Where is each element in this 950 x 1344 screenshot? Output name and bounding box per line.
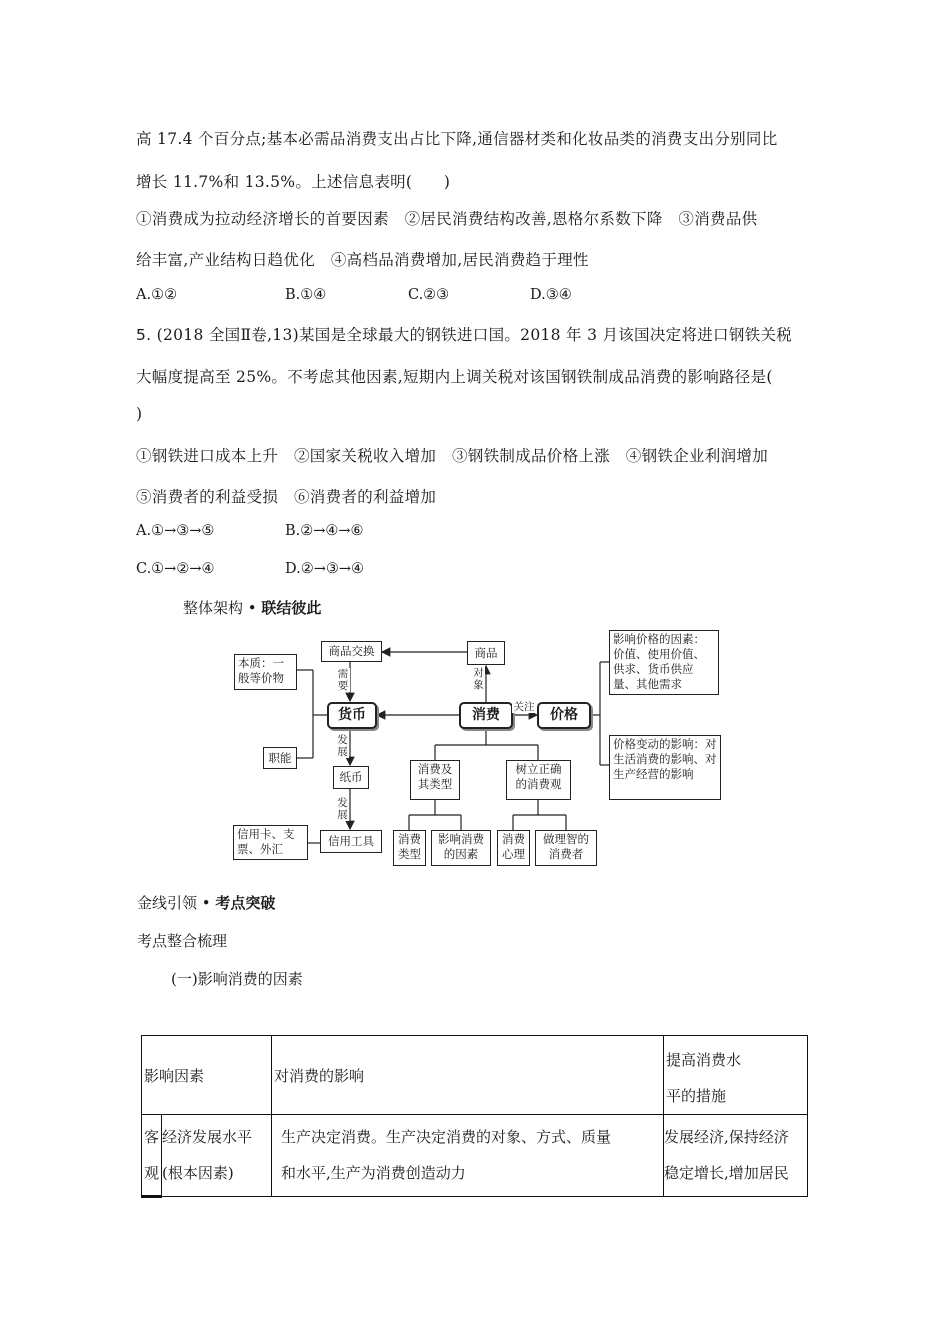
row-category-cell [142,1115,162,1197]
q5-option-d: D.②→③→④ [285,561,365,577]
node-price-effects: 价格变动的影响：对生活消费的影响、对生产经营的影响 [609,735,721,800]
q4-option-c: C.②③ [408,287,450,303]
row-effect-line-2: 和水平,生产为消费创造动力 [281,1164,466,1182]
table-header-row [142,1036,808,1115]
row-measure-line-2: 稳定增长,增加居民 [664,1164,789,1182]
node-money: 货币 [327,702,377,729]
node-credit-tool: 信用工具 [320,830,382,853]
edge-label-develop-1: 发展 [337,734,348,758]
row-measure-cell [664,1115,808,1197]
node-goods: 商品 [467,641,505,665]
header-measure-line-2: 平的措施 [666,1087,727,1105]
q4-line-2: 增长 11.7%和 13.5%。上述信息表明( ) [136,173,451,191]
header-cell-measure [664,1036,808,1115]
q4-option-a: A.①② [136,287,178,303]
edge-label-focus: 关注 [513,701,535,713]
node-rational-consumer: 做理智的消费者 [535,830,597,866]
q5-line-5: ⑤消费者的利益受损 ⑥消费者的利益增加 [136,488,437,506]
section-heading-prefix-2: 金线引领 • [137,894,216,912]
q4-option-b: B.①④ [285,287,327,303]
node-goods-exchange: 商品交换 [321,641,382,662]
table-row [142,1115,808,1197]
section-heading-title-2: 考点突破 [215,894,276,912]
edge-label-develop-2: 发展 [337,797,348,821]
node-consumption-types-parent: 消费及其类型 [410,760,460,800]
node-price-factors: 影响价格的因素：价值、使用价值、供求、货币供应量、其他需求 [609,630,719,695]
node-consumption-types: 消费类型 [393,830,426,866]
q5-option-a: A.①→③→⑤ [136,523,215,539]
q4-option-d: D.③④ [530,287,572,303]
node-correct-concept: 树立正确的消费观 [506,760,571,800]
q4-line-3: ①消费成为拉动经济增长的首要因素 ②居民消费结构改善,恩格尔系数下降 ③消费品供 [136,210,758,228]
section-heading-prefix: 整体架构 • [183,599,262,617]
row-factor-line-1: 经济发展水平 [162,1128,253,1146]
header-cell-factor [142,1036,272,1115]
row-effect-cell [272,1115,664,1197]
section-heading-factors: (一)影响消费的因素 [171,970,303,988]
row-effect-line-1: 生产决定消费。生产决定消费的对象、方式、质量 [281,1128,612,1146]
edge-label-need: 需要 [337,668,349,692]
node-consumption: 消费 [459,702,513,729]
header-cell-effect [272,1036,664,1115]
header-factor-text: 影响因素 [144,1066,205,1085]
q5-line-4: ①钢铁进口成本上升 ②国家关税收入增加 ③钢铁制成品价格上涨 ④钢铁企业利润增加 [136,447,769,465]
q5-option-c: C.①→②→④ [136,561,215,577]
node-consumer-psychology: 消费心理 [497,830,530,866]
factors-table [141,1035,808,1198]
section-heading-breakthrough [137,892,275,913]
node-influencing-factors: 影响消费的因素 [431,830,491,866]
q4-line-1: 高 17.4 个百分点;基本必需品消费支出占比下降,通信器材类和化妆品类的消费支出分别同比 [136,130,778,148]
row-factor-line-2: (根本因素) [162,1164,234,1182]
row-category-line-1: 客 [143,1128,159,1146]
q5-line-2: 大幅度提高至 25%。不考虑其他因素,短期内上调关税对该国钢铁制成品消费的影响路径是( [136,368,773,386]
q5-line-1-text: (2018 全国Ⅱ卷,13)某国是全球最大的钢铁进口国。2018 年 3 月该国决定将进口钢铁关税 [151,326,793,344]
node-function: 职能 [263,747,297,769]
row-category-line-2: 观 [143,1164,159,1182]
q5-line-3: ) [136,405,143,423]
section-heading-summary: 考点整合梳理 [137,932,228,950]
q5-option-b: B.②→④→⑥ [285,523,364,539]
header-effect-text: 对消费的影响 [274,1066,365,1085]
edge-label-object: 对象 [473,667,484,691]
q5-number: 5. [136,326,152,344]
section-heading-title: 联结彼此 [261,599,322,617]
node-paper-money: 纸币 [333,766,369,789]
header-measure-line-1: 提高消费水 [666,1051,742,1069]
node-price: 价格 [537,702,591,729]
node-credit-card: 信用卡、支票、外汇 [233,825,308,860]
row-measure-line-1: 发展经济,保持经济 [664,1128,789,1146]
q4-line-4: 给丰富,产业结构日趋优化 ④高档品消费增加,居民消费趋于理性 [136,251,589,269]
node-essence: 本质：一般等价物 [234,654,297,690]
row-factor-cell [162,1115,272,1197]
